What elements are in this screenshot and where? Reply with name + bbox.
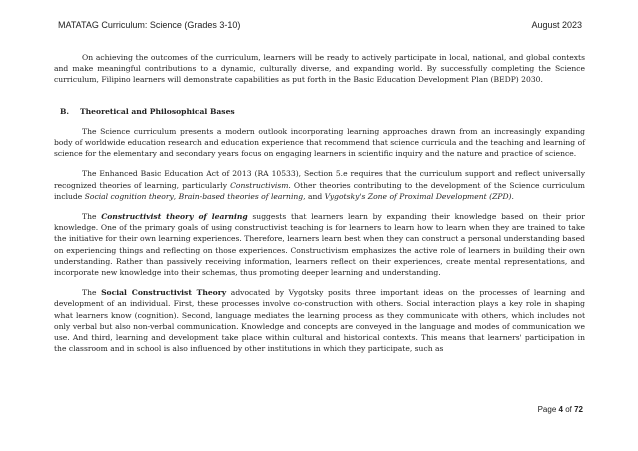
section-letter: B. — [60, 106, 70, 116]
term-brain-based: Brain-based theories of learning — [178, 191, 304, 201]
paragraph-science-curriculum: The Science curriculum presents a modern outlook incorporating learning approaches drawn from an increasingly expanding body of worldwide education research and education experience that recommend that science curricula and the teaching and learning of science for the elementary and secondary years focus on engaging learners in scientific inquiry and the nature and practice of science. — [54, 126, 585, 159]
page-total: 72 — [574, 405, 583, 414]
term-social-cognition: Social cognition theory — [84, 191, 174, 201]
page-body — [54, 52, 585, 354]
term-constructivism: Constructivism — [230, 180, 289, 190]
page-header — [58, 20, 582, 30]
term-constructivist-theory: Constructivist theory of learning — [101, 212, 248, 222]
paragraph-ra10533: The Enhanced Basic Education Act of 2013 (RA 10533), Section 5.e requires that the curriculum support and reflect universally recognized theories of learning, particularly Constructivism. Other theories contributing to the development of the Science curriculum include Social cognition theory, Brain-based theories of learning, and Vygotsky's Zone of Proximal Development (ZPD). — [54, 169, 585, 201]
page-number: 4 — [558, 405, 563, 414]
of-label: of — [565, 405, 572, 414]
header-title: MATATAG Curriculum: Science (Grades 3-10) — [58, 20, 241, 30]
paragraph-constructivist: The Constructivist theory of learning suggests that learners learn by expanding their knowledge based on their prior knowledge. One of the primary goals of using constructivist teaching is for learners to learn how to learn when they are trained to take the initiative for their own learning experiences. Therefore, learners learn best when they can construct a personal understanding based on experiencing things and reflecting on those experiences. Constructivism emphasizes the active role of learners in building their own understanding. Rather than passively receiving information, learners reflect on their experiences, create mental representations, and incorporate new knowledge into their schemas, thus promoting deeper learning and understanding. — [54, 212, 585, 278]
paragraph-outcomes: On achieving the outcomes of the curriculum, learners will be ready to actively participate in local, national, and global contexts and make meaningful contributions to a dynamic, culturally diverse, and expanding world. By successfully completing the Science curriculum, Filipino learners will demonstrate capabilities as put forth in the Basic Education Development Plan (BEDP) 2030. — [54, 53, 585, 85]
page-footer — [538, 405, 583, 414]
header-date: August 2023 — [531, 20, 582, 30]
section-title: Theoretical and Philosophical Bases — [80, 106, 235, 116]
term-zpd: Vygotsky's Zone of Proximal Development (ZPD) — [324, 191, 512, 201]
page-label: Page — [537, 405, 557, 414]
paragraph-social-constructivist: The Social Constructivist Theory advocated by Vygotsky posits three important ideas on the processes of learning and development of an individual. First, these processes involve co-construction with others. Social interaction plays a key role in shaping what learners know (cognition). Second, language mediates the learning process as they communicate with others, which includes not only verbal but also non-verbal communication. Knowledge and concepts are conveyed in the language and modes of communication we use. And third, learning and development take place within cultural and historical contexts. This means that learners' participation in the classroom and in school is also influenced by other institutions in which they participate, such as — [54, 288, 585, 354]
section-heading — [54, 106, 585, 117]
term-social-constructivist-theory: Social Constructivist Theory — [101, 288, 227, 298]
